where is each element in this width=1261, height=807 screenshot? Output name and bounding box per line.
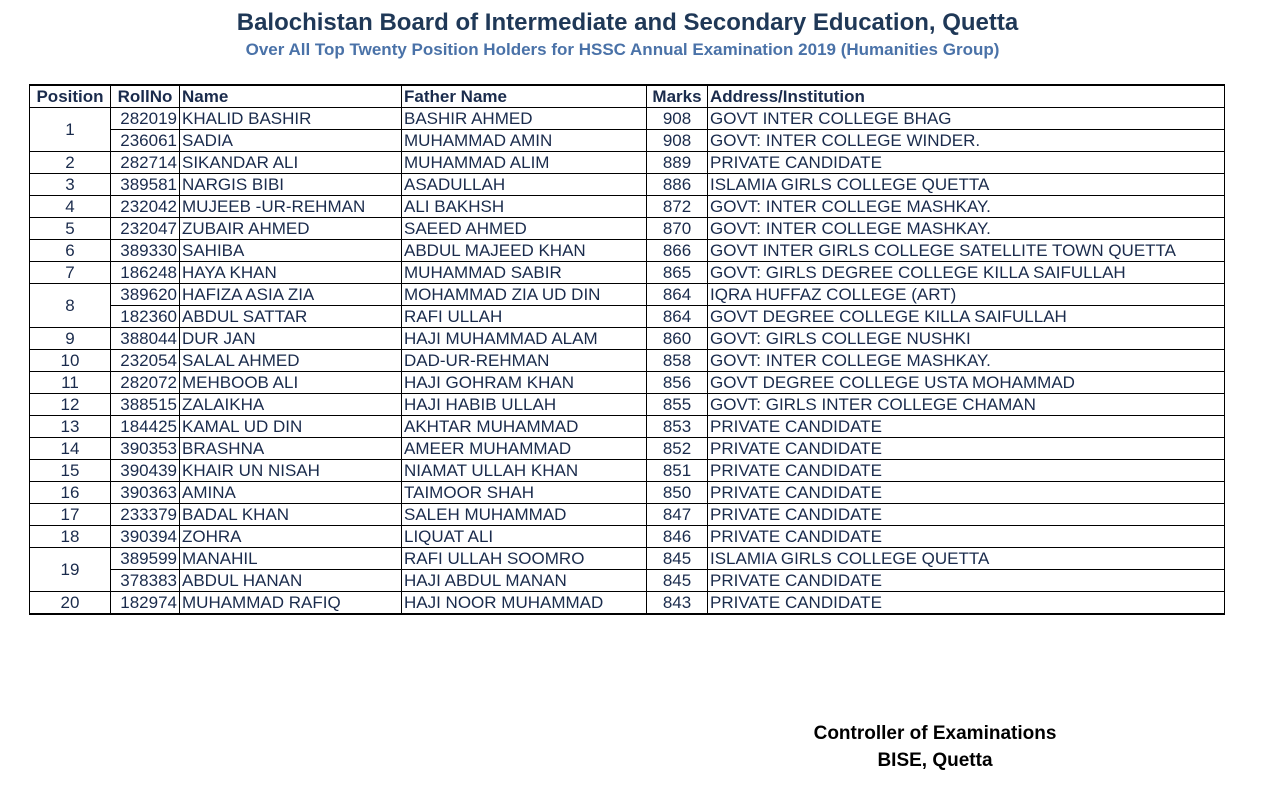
cell-rollno: 389581	[111, 174, 180, 196]
cell-position: 20	[30, 592, 111, 615]
cell-rollno: 390394	[111, 526, 180, 548]
cell-rollno: 282714	[111, 152, 180, 174]
cell-address: PRIVATE CANDIDATE	[708, 526, 1225, 548]
cell-address: GOVT DEGREE COLLEGE USTA MOHAMMAD	[708, 372, 1225, 394]
cell-father-name: RAFI ULLAH	[402, 306, 647, 328]
column-header-name: Name	[180, 85, 402, 108]
cell-father-name: DAD-UR-REHMAN	[402, 350, 647, 372]
cell-address: PRIVATE CANDIDATE	[708, 460, 1225, 482]
cell-father-name: HAJI HABIB ULLAH	[402, 394, 647, 416]
cell-rollno: 184425	[111, 416, 180, 438]
cell-address: GOVT: GIRLS INTER COLLEGE CHAMAN	[708, 394, 1225, 416]
table-row	[30, 306, 1225, 328]
table-row	[30, 372, 1225, 394]
cell-marks: 864	[647, 306, 708, 328]
cell-marks: 855	[647, 394, 708, 416]
column-header-position: Position	[30, 85, 111, 108]
cell-rollno: 390353	[111, 438, 180, 460]
signatory-office: BISE, Quetta	[877, 750, 993, 771]
cell-address: GOVT: INTER COLLEGE MASHKAY.	[708, 196, 1225, 218]
cell-address: ISLAMIA GIRLS COLLEGE QUETTA	[708, 174, 1225, 196]
cell-address: PRIVATE CANDIDATE	[708, 482, 1225, 504]
cell-father-name: AKHTAR MUHAMMAD	[402, 416, 647, 438]
cell-address: PRIVATE CANDIDATE	[708, 152, 1225, 174]
cell-father-name: HAJI ABDUL MANAN	[402, 570, 647, 592]
cell-position: 1	[30, 108, 111, 152]
cell-rollno: 182974	[111, 592, 180, 615]
cell-marks: 889	[647, 152, 708, 174]
table-row	[30, 460, 1225, 482]
cell-address: ISLAMIA GIRLS COLLEGE QUETTA	[708, 548, 1225, 570]
cell-name: HAYA KHAN	[180, 262, 402, 284]
cell-name: KHALID BASHIR	[180, 108, 402, 130]
table-row	[30, 284, 1225, 306]
cell-position: 19	[30, 548, 111, 592]
table-row	[30, 526, 1225, 548]
cell-position: 6	[30, 240, 111, 262]
cell-marks: 856	[647, 372, 708, 394]
table-row	[30, 416, 1225, 438]
cell-name: BADAL KHAN	[180, 504, 402, 526]
cell-rollno: 233379	[111, 504, 180, 526]
cell-rollno: 232054	[111, 350, 180, 372]
cell-name: SIKANDAR ALI	[180, 152, 402, 174]
cell-position: 3	[30, 174, 111, 196]
cell-position: 17	[30, 504, 111, 526]
cell-rollno: 282019	[111, 108, 180, 130]
cell-name: HAFIZA ASIA ZIA	[180, 284, 402, 306]
cell-position: 7	[30, 262, 111, 284]
cell-marks: 872	[647, 196, 708, 218]
cell-father-name: MUHAMMAD ALIM	[402, 152, 647, 174]
column-header-marks: Marks	[647, 85, 708, 108]
cell-father-name: RAFI ULLAH SOOMRO	[402, 548, 647, 570]
cell-father-name: BASHIR AHMED	[402, 108, 647, 130]
cell-marks: 908	[647, 108, 708, 130]
table-row	[30, 504, 1225, 526]
cell-name: KHAIR UN NISAH	[180, 460, 402, 482]
cell-marks: 845	[647, 548, 708, 570]
cell-marks: 843	[647, 592, 708, 615]
cell-name: ZALAIKHA	[180, 394, 402, 416]
cell-father-name: NIAMAT ULLAH KHAN	[402, 460, 647, 482]
cell-father-name: LIQUAT ALI	[402, 526, 647, 548]
cell-position: 10	[30, 350, 111, 372]
cell-marks: 908	[647, 130, 708, 152]
cell-name: BRASHNA	[180, 438, 402, 460]
cell-address: GOVT: INTER COLLEGE MASHKAY.	[708, 218, 1225, 240]
table-row	[30, 570, 1225, 592]
cell-position: 14	[30, 438, 111, 460]
cell-rollno: 186248	[111, 262, 180, 284]
cell-position: 2	[30, 152, 111, 174]
column-header-address: Address/Institution	[708, 85, 1225, 108]
table-row	[30, 174, 1225, 196]
table-row	[30, 262, 1225, 284]
cell-address: PRIVATE CANDIDATE	[708, 438, 1225, 460]
cell-marks: 860	[647, 328, 708, 350]
cell-position: 13	[30, 416, 111, 438]
cell-position: 15	[30, 460, 111, 482]
table-row	[30, 438, 1225, 460]
cell-rollno: 388044	[111, 328, 180, 350]
cell-marks: 858	[647, 350, 708, 372]
cell-marks: 845	[647, 570, 708, 592]
table-row	[30, 350, 1225, 372]
table-row	[30, 548, 1225, 570]
cell-father-name: ABDUL MAJEED KHAN	[402, 240, 647, 262]
cell-name: MEHBOOB ALI	[180, 372, 402, 394]
cell-rollno: 389599	[111, 548, 180, 570]
cell-marks: 850	[647, 482, 708, 504]
cell-address: GOVT: INTER COLLEGE MASHKAY.	[708, 350, 1225, 372]
cell-position: 9	[30, 328, 111, 350]
cell-name: ZUBAIR AHMED	[180, 218, 402, 240]
signatory-title: Controller of Examinations	[813, 723, 1057, 744]
cell-rollno: 182360	[111, 306, 180, 328]
cell-rollno: 388515	[111, 394, 180, 416]
page-subtitle: Over All Top Twenty Position Holders for HSSC Annual Examination 2019 (Humanities Group)	[245, 40, 1000, 59]
cell-rollno: 282072	[111, 372, 180, 394]
cell-father-name: HAJI NOOR MUHAMMAD	[402, 592, 647, 615]
table-header-row	[30, 85, 1225, 108]
cell-marks: 853	[647, 416, 708, 438]
cell-address: GOVT DEGREE COLLEGE KILLA SAIFULLAH	[708, 306, 1225, 328]
cell-position: 5	[30, 218, 111, 240]
cell-father-name: ALI BAKHSH	[402, 196, 647, 218]
cell-address: PRIVATE CANDIDATE	[708, 570, 1225, 592]
cell-name: SALAL AHMED	[180, 350, 402, 372]
cell-father-name: MUHAMMAD AMIN	[402, 130, 647, 152]
column-header-father-name: Father Name	[402, 85, 647, 108]
cell-father-name: MOHAMMAD ZIA UD DIN	[402, 284, 647, 306]
cell-marks: 846	[647, 526, 708, 548]
cell-name: SADIA	[180, 130, 402, 152]
cell-rollno: 390363	[111, 482, 180, 504]
cell-rollno: 378383	[111, 570, 180, 592]
table-row	[30, 394, 1225, 416]
column-header-rollno: RollNo	[111, 85, 180, 108]
cell-name: NARGIS BIBI	[180, 174, 402, 196]
cell-rollno: 232047	[111, 218, 180, 240]
cell-position: 16	[30, 482, 111, 504]
cell-position: 18	[30, 526, 111, 548]
cell-marks: 870	[647, 218, 708, 240]
cell-rollno: 389620	[111, 284, 180, 306]
cell-address: GOVT: GIRLS DEGREE COLLEGE KILLA SAIFULLAH	[708, 262, 1225, 284]
cell-name: KAMAL UD DIN	[180, 416, 402, 438]
cell-father-name: HAJI MUHAMMAD ALAM	[402, 328, 647, 350]
table-row	[30, 152, 1225, 174]
cell-name: MANAHIL	[180, 548, 402, 570]
cell-name: MUHAMMAD RAFIQ	[180, 592, 402, 615]
position-holders-table	[29, 84, 1225, 615]
cell-rollno: 236061	[111, 130, 180, 152]
cell-father-name: MUHAMMAD SABIR	[402, 262, 647, 284]
cell-name: AMINA	[180, 482, 402, 504]
cell-address: PRIVATE CANDIDATE	[708, 504, 1225, 526]
cell-address: GOVT: GIRLS COLLEGE NUSHKI	[708, 328, 1225, 350]
cell-position: 4	[30, 196, 111, 218]
cell-name: DUR JAN	[180, 328, 402, 350]
cell-address: GOVT INTER COLLEGE BHAG	[708, 108, 1225, 130]
cell-marks: 851	[647, 460, 708, 482]
table-row	[30, 130, 1225, 152]
cell-marks: 864	[647, 284, 708, 306]
cell-address: PRIVATE CANDIDATE	[708, 416, 1225, 438]
cell-name: ABDUL SATTAR	[180, 306, 402, 328]
cell-father-name: SALEH MUHAMMAD	[402, 504, 647, 526]
cell-name: ABDUL HANAN	[180, 570, 402, 592]
cell-name: ZOHRA	[180, 526, 402, 548]
cell-address: IQRA HUFFAZ COLLEGE (ART)	[708, 284, 1225, 306]
cell-rollno: 232042	[111, 196, 180, 218]
cell-name: MUJEEB -UR-REHMAN	[180, 196, 402, 218]
cell-rollno: 390439	[111, 460, 180, 482]
cell-position: 8	[30, 284, 111, 328]
cell-father-name: ASADULLAH	[402, 174, 647, 196]
table-row	[30, 108, 1225, 130]
cell-father-name: TAIMOOR SHAH	[402, 482, 647, 504]
cell-marks: 847	[647, 504, 708, 526]
table-row	[30, 240, 1225, 262]
table-row	[30, 592, 1225, 615]
page-title: Balochistan Board of Intermediate and Secondary Education, Quetta	[236, 9, 1019, 36]
table-row	[30, 218, 1225, 240]
cell-father-name: AMEER MUHAMMAD	[402, 438, 647, 460]
table-row	[30, 328, 1225, 350]
cell-address: GOVT INTER GIRLS COLLEGE SATELLITE TOWN QUETTA	[708, 240, 1225, 262]
cell-rollno: 389330	[111, 240, 180, 262]
cell-position: 12	[30, 394, 111, 416]
cell-father-name: HAJI GOHRAM KHAN	[402, 372, 647, 394]
table-row	[30, 482, 1225, 504]
cell-father-name: SAEED AHMED	[402, 218, 647, 240]
cell-address: GOVT: INTER COLLEGE WINDER.	[708, 130, 1225, 152]
cell-marks: 852	[647, 438, 708, 460]
cell-position: 11	[30, 372, 111, 394]
cell-address: PRIVATE CANDIDATE	[708, 592, 1225, 615]
table-row	[30, 196, 1225, 218]
cell-marks: 865	[647, 262, 708, 284]
table-body	[30, 108, 1225, 615]
cell-name: SAHIBA	[180, 240, 402, 262]
cell-marks: 866	[647, 240, 708, 262]
cell-marks: 886	[647, 174, 708, 196]
